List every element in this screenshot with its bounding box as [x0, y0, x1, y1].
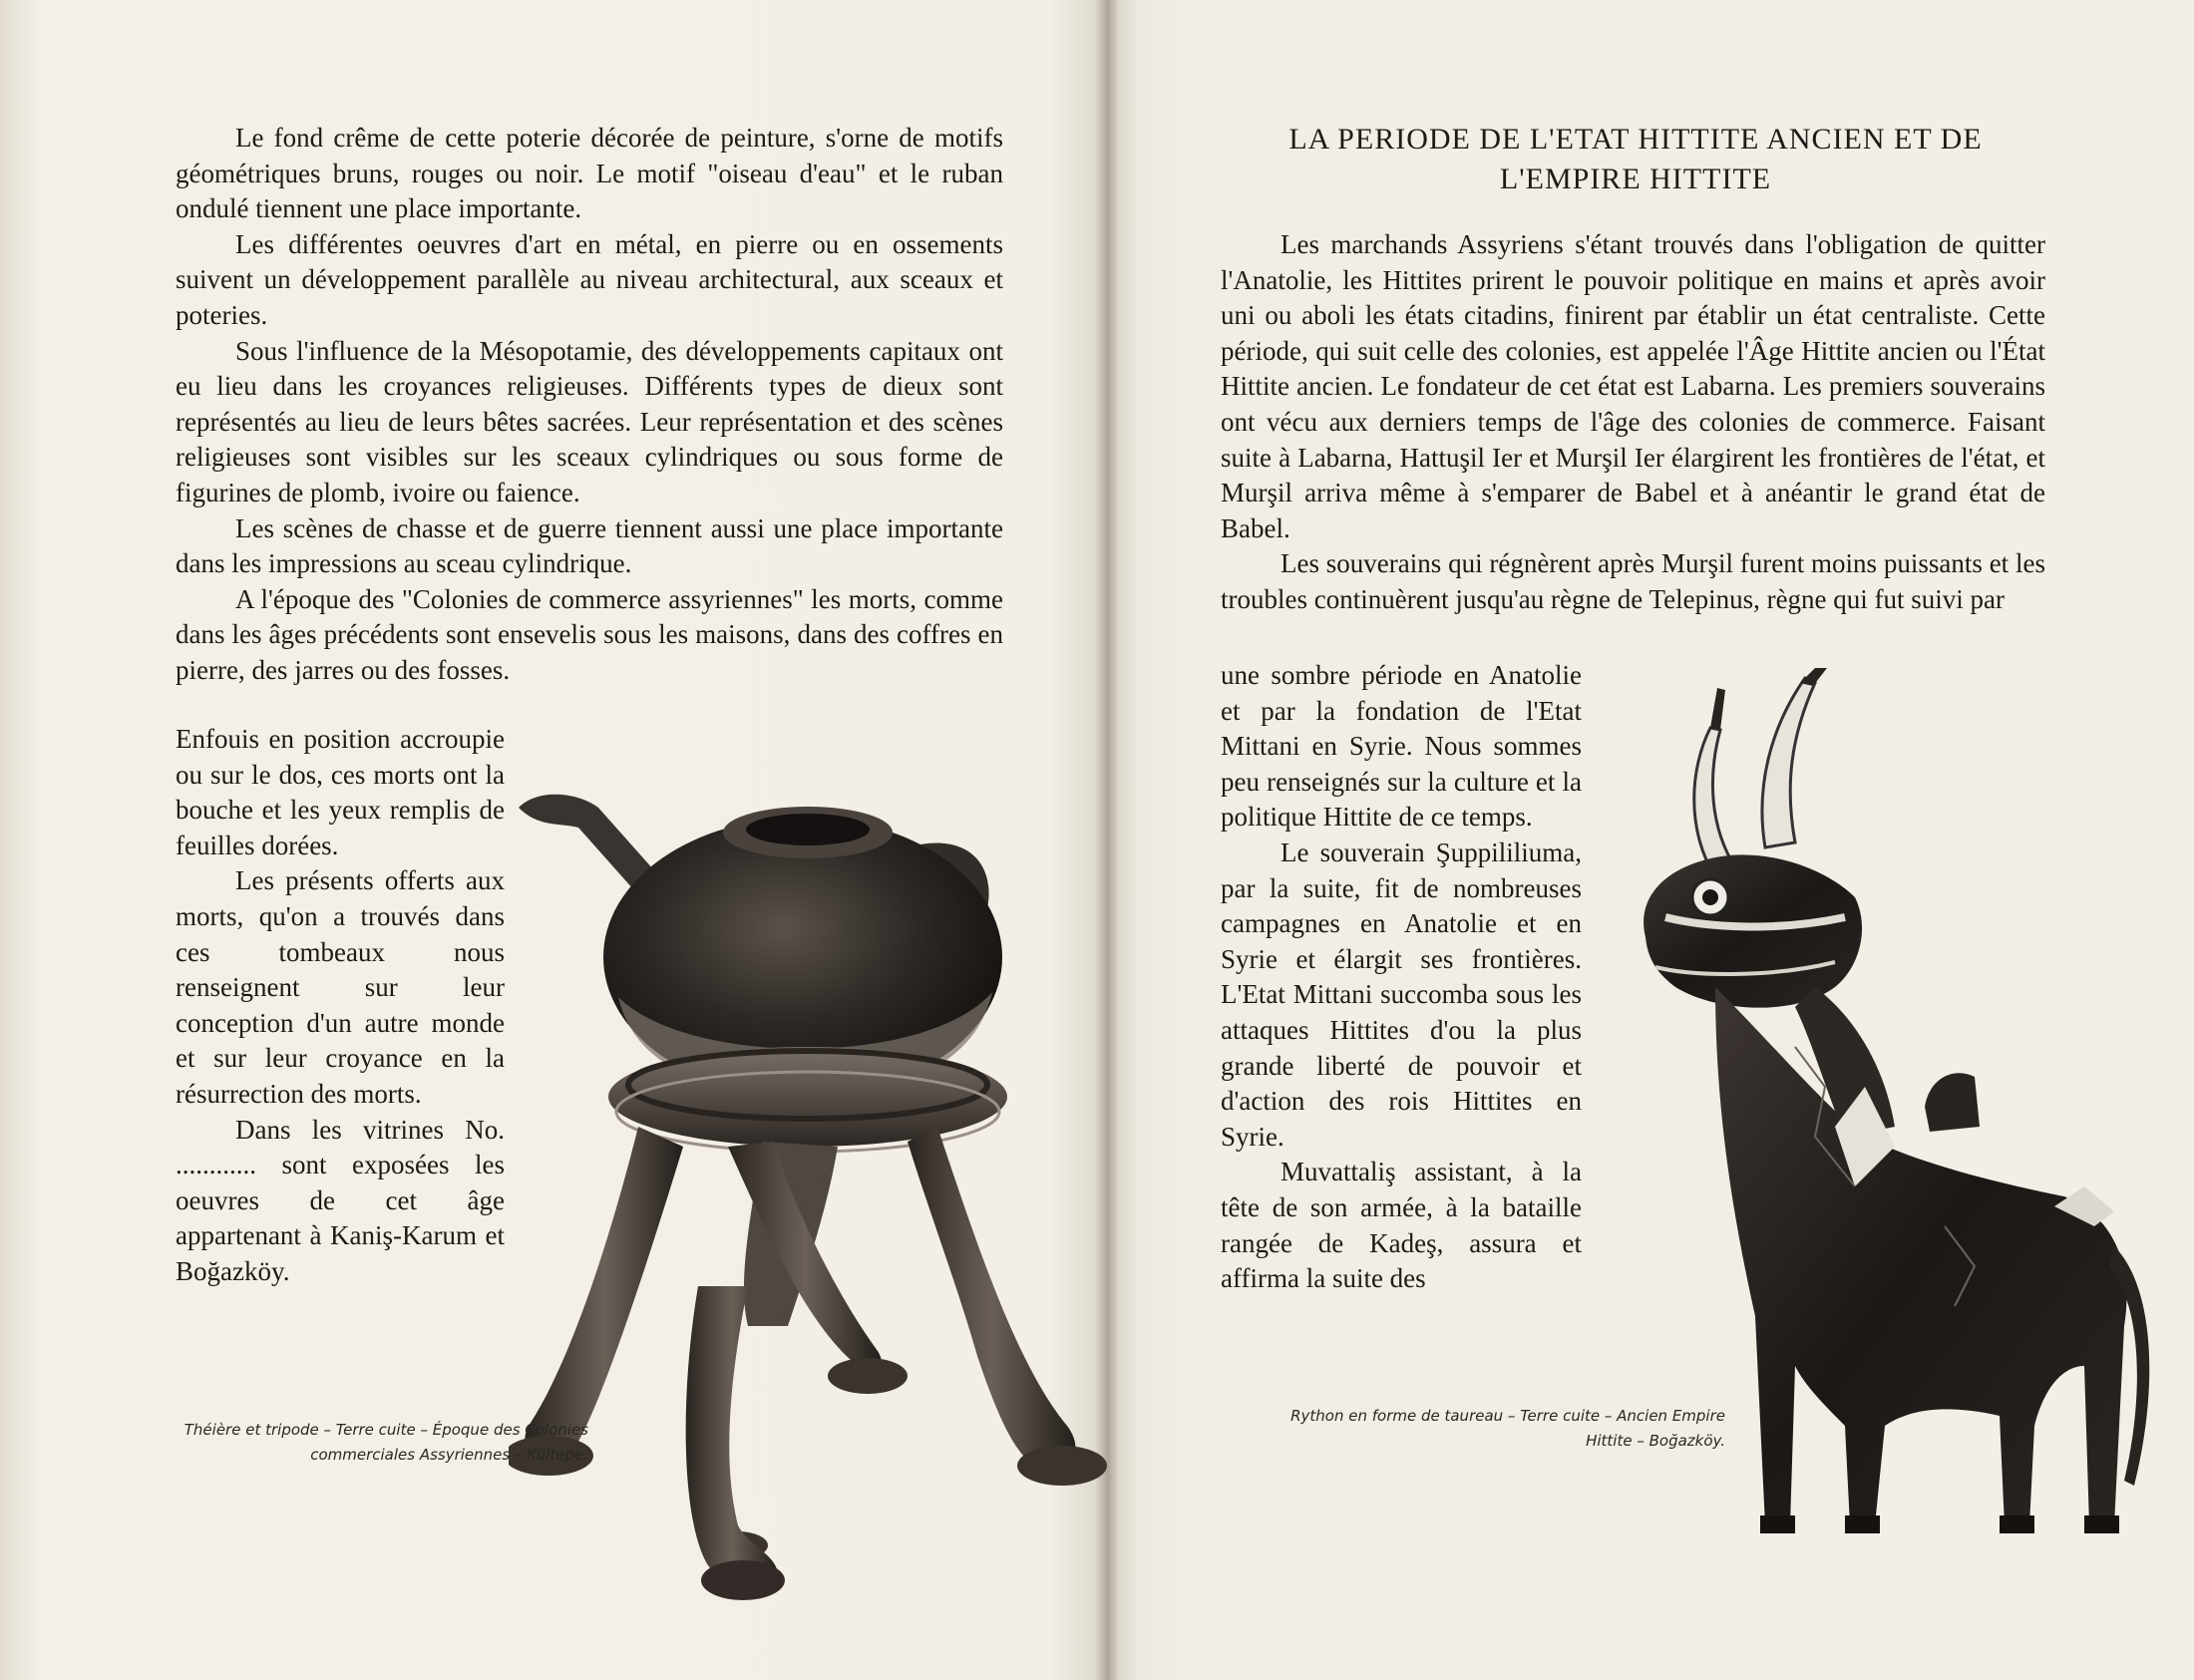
heading-line: L'EMPIRE HITTITE: [1499, 163, 1772, 195]
right-page-body: [1221, 227, 2045, 618]
paragraph: une sombre période en Anatolie et par la fondation de l'Etat Mittani en Syrie. Nous sommes peu renseignés sur la culture et la politique Hittite de ce temps.: [1221, 660, 1582, 833]
paragraph: Le fond crême de cette poterie décorée de peinture, s'orne de motifs géométriques bruns, rouges ou noir. Le motif "oiseau d'eau" et le ruban ondulé tiennent une place importante.: [176, 123, 1003, 224]
left-page-body: [176, 121, 1003, 689]
paragraph: Les souverains qui régnèrent après Murşil furent moins puissants et les troubles continuèrent jusqu'au règne de Telepinus, règne qui fut suivi par: [1221, 548, 2045, 614]
caption-line: Rython en forme de taureau – Terre cuite – Ancien Empire: [1290, 1407, 1725, 1425]
teapot-tripod-photo: [509, 768, 1107, 1625]
paragraph: Enfouis en position accroupie ou sur le dos, ces morts ont la bouche et les yeux remplis de feuilles dorées.: [176, 724, 505, 860]
bull-caption: [1235, 1404, 1725, 1454]
chapter-heading: [1217, 120, 2054, 199]
left-page-column: [176, 722, 505, 1290]
paragraph: Le souverain Şuppililiuma, par la suite, fit de nombreuses campagnes en Anatolie et en Syrie et élargit ses frontières. L'Etat Mittani succomba sous les attaques Hittites d'ou la plus grande liberté de pouvoir et d'action des rois Hittites en Syrie.: [1221, 837, 1582, 1152]
right-page-column: [1221, 658, 1582, 1297]
paragraph: Muvattaliş assistant, à la tête de son armée, à la bataille rangée de Kadeş, assura et affirma la suite des: [1221, 1157, 1582, 1294]
paragraph: Dans les vitrines No. ............ sont exposées les oeuvres de cet âge appartenant à Kaniş-Karum et Boğazköy.: [176, 1114, 505, 1286]
paragraph: A l'époque des "Colonies de commerce assyriennes" les morts, comme dans les âges précédents sont ensevelis sous les maisons, dans des coffres en pierre, des jarres ou des fosses.: [176, 583, 1003, 685]
heading-line: LA PERIODE DE L'ETAT HITTITE ANCIEN ET DE: [1288, 123, 1983, 156]
paragraph: Les marchands Assyriens s'étant trouvés dans l'obligation de quitter l'Anatolie, les Hittites prirent le pouvoir politique en mains et après avoir uni ou aboli les états citadins, finirent par établir un état centraliste. Cette période, qui suit celle des colonies, est appelée l'Âge Hittite ancien ou l'État Hittite ancien. Le fondateur de cet état est Labarna. Les premiers souverains ont vécu aux derniers temps de l'âge des colonies de commerce. Faisant suite à Labarna, Hattuşil Ier et Murşil Ier élargirent les frontières de l'état, et Murşil arriva même à s'emparer de Babel et à anéantir le grand état de Babel.: [1221, 229, 2045, 543]
paragraph: Les présents offerts aux morts, qu'on a trouvés dans ces tombeaux nous renseignent sur leur conception d'un autre monde et sur leur croyance en la résurrection des morts.: [176, 865, 505, 1109]
paragraph: Les différentes oeuvres d'art en métal, en pierre ou en ossements suivent un développement parallèle au niveau architectural, aux sceaux et poteries.: [176, 228, 1003, 330]
paragraph: Sous l'influence de la Mésopotamie, des développements capitaux ont eu lieu dans les croyances religieuses. Différents types de dieux sont représentés au lieu de leurs bêtes sacrées. Leur représentation et des scènes religieuses sont visibles sur les sceaux cylindriques ou sous forme de figurines de plomb, ivoire ou faience.: [176, 335, 1003, 507]
caption-line: commerciales Assyriennes – Kültepe.: [310, 1446, 588, 1464]
caption-line: Hittite – Boğazköy.: [1586, 1432, 1725, 1450]
teapot-caption: [170, 1418, 588, 1468]
paragraph: Les scènes de chasse et de guerre tiennent aussi une place importante dans les impressions au sceau cylindrique.: [176, 512, 1003, 579]
caption-line: Théière et tripode – Terre cuite – Époque des Colonies: [183, 1421, 588, 1439]
